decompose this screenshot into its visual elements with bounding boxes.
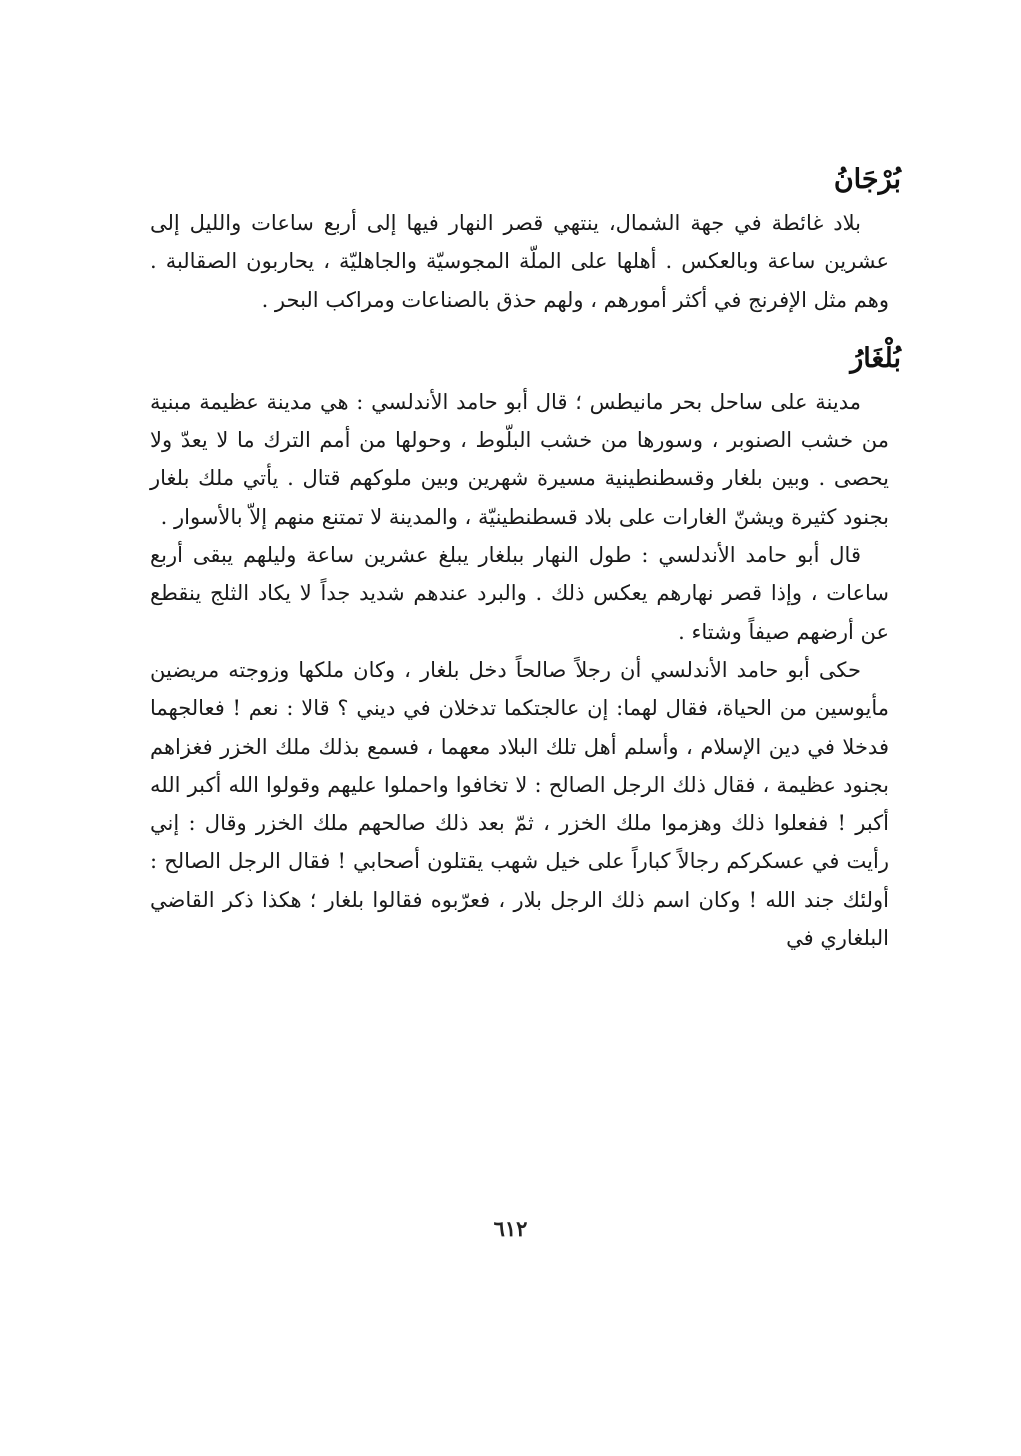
- page-number: ٦١٢: [493, 1216, 528, 1241]
- entry-bulghar: [150, 339, 901, 957]
- paragraph: بلاد غائطة في جهة الشمال، ينتهي قصر النهار فيها إلى أربع ساعات والليل إلى عشرين ساعة وبالعكس . أهلها على الملّة المجوسيّة والجاهليّة ، يحاربون الصقالبة . وهم مثل الإفرنج في أكثر أمورهم ، ولهم حذق بالصناعات ومراكب البحر .: [150, 211, 889, 312]
- paragraph: قال أبو حامد الأندلسي : طول النهار ببلغار يبلغ عشرين ساعة وليلهم يبقى أربع ساعات ، وإذا قصر نهارهم يعكس ذلك . والبرد عندهم شديد جداً لا يكاد الثلج ينقطع عن أرضهم صيفاً وشتاء .: [150, 543, 889, 644]
- text-column: [150, 160, 901, 957]
- entry-burjan: [150, 160, 901, 319]
- paragraph: حكى أبو حامد الأندلسي أن رجلاً صالحاً دخل بلغار ، وكان ملكها وزوجته مريضين مأيوسين من الحياة، فقال لهما: إن عالجتكما تدخلان في ديني ؟ قالا : نعم ! فعالجهما فدخلا في دين الإسلام ، وأسلم أهل تلك البلاد معهما ، فسمع بذلك ملك الخزر فغزاهم بجنود عظيمة ، فقال ذلك الرجل الصالح : لا تخافوا واحملوا عليهم وقولوا الله أكبر الله أكبر ! ففعلوا ذلك وهزموا ملك الخزر ، ثمّ بعد ذلك صالحهم ملك الخزر وقال : إني رأيت في عسكركم رجالاً كباراً على خيل شهب يقتلون أصحابي ! فقال الرجل الصالح : أولئك جند الله ! وكان اسم ذلك الرجل بلار ، فعرّبوه فقالوا بلغار ؛ هكذا ذكر القاضي البلغاري في: [150, 657, 889, 951]
- entry-heading-bulghar: بُلْغَارُ: [850, 342, 901, 374]
- entry-heading-burjan: بُرْجَانُ: [833, 164, 901, 195]
- paragraph: مدينة على ساحل بحر مانيطس ؛ قال أبو حامد الأندلسي : هي مدينة عظيمة مبنية من خشب الصنوبر ، وسورها من خشب البلّوط ، وحولها من أمم الترك ما لا يعدّ ولا يحصى . وبين بلغار وقسطنطينية مسيرة شهرين وبين ملوكهم قتال . يأتي ملك بلغار بجنود كثيرة ويشنّ الغارات على بلاد قسطنطينيّة ، والمدينة لا تمتنع منهم إلاّ بالأسوار .: [150, 389, 889, 529]
